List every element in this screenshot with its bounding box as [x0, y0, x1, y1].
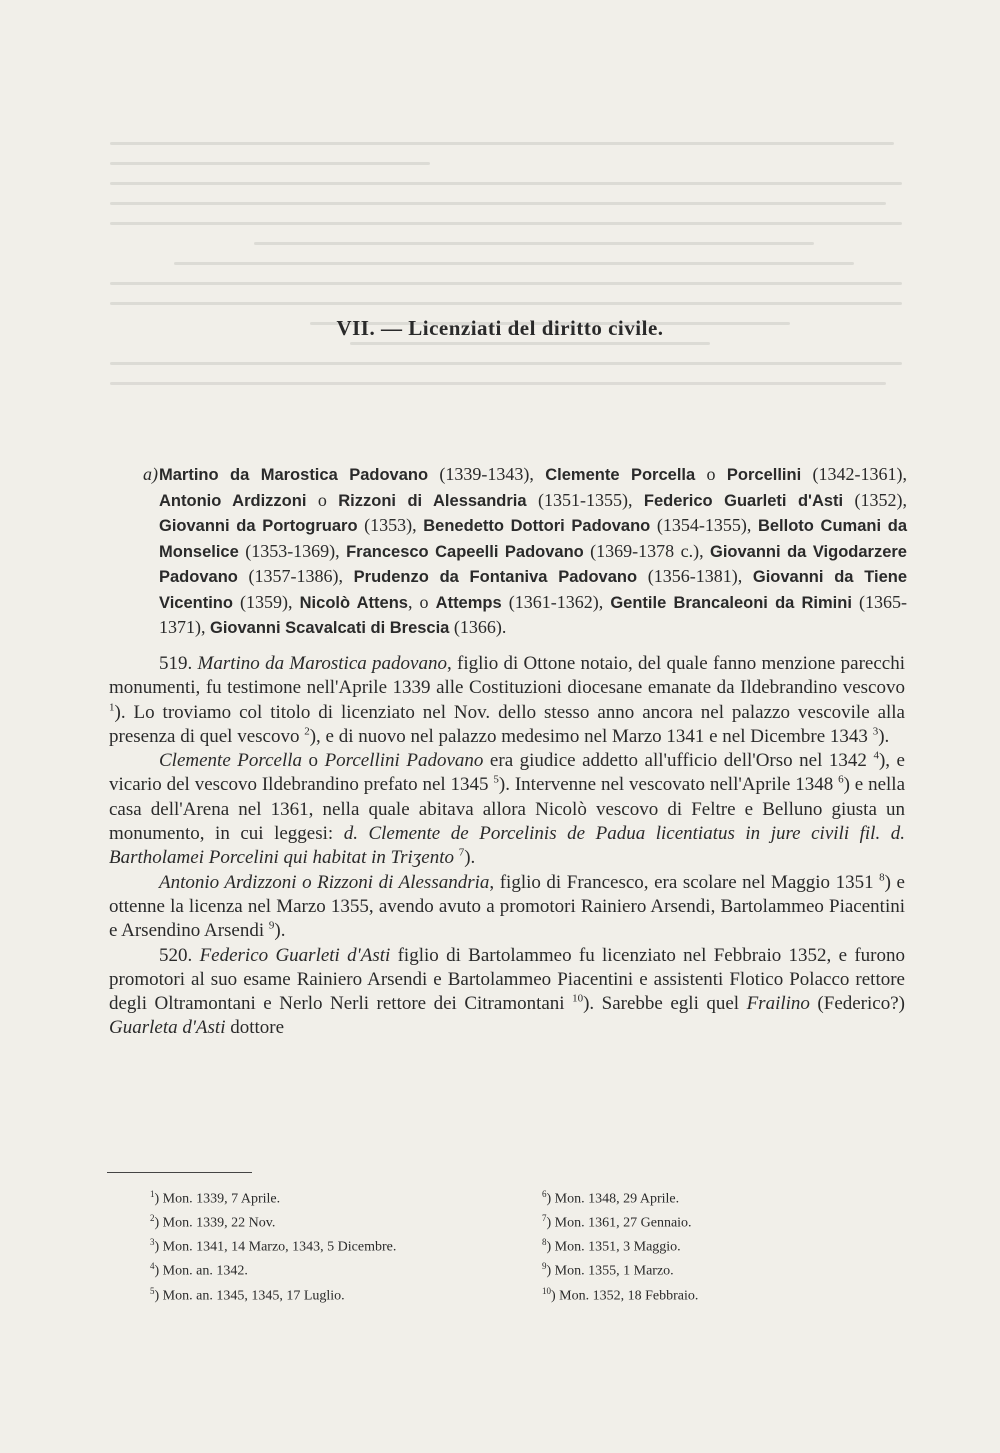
person-name: Francesco Capeelli Padovano	[346, 542, 584, 561]
summary-text-run: (1352),	[843, 489, 908, 510]
person-name: Nicolò Attens	[299, 593, 408, 612]
footnote: $^3$) Mon. 1341, 14 Marzo, 1343, 5 Dicembre.	[150, 1237, 397, 1255]
person-name: Martino da Marostica Padovano	[159, 466, 429, 484]
summary-text-run: , o	[407, 591, 436, 612]
summary-text-run: o	[695, 464, 727, 484]
footnote-text: Mon. 1355, 1 Marzo.	[554, 1264, 674, 1280]
footnote: $^2$) Mon. 1339, 22 Nov.	[150, 1213, 276, 1231]
footnote-number: 7	[542, 1213, 547, 1224]
text-run: era giudice addetto all'ufficio dell'Orso nel 1342	[483, 750, 874, 772]
footnote-text: Mon. 1339, 7 Aprile.	[162, 1191, 281, 1207]
footnote-text: Mon. 1351, 3 Maggio.	[554, 1239, 681, 1255]
person-name: Porcellini	[726, 466, 802, 484]
footnotes-right-column	[542, 1185, 698, 1306]
summary-lead: a)	[143, 464, 158, 484]
footnote-text: Mon. an. 1342.	[162, 1264, 248, 1280]
paragraph	[109, 749, 905, 870]
summary-text-run: o	[306, 489, 339, 510]
person-name: Clemente Porcella	[545, 466, 696, 484]
italic-run: Frailino	[746, 993, 810, 1015]
text-run: ). Sarebbe egli quel	[583, 993, 747, 1015]
summary-text-run: (1361-1362),	[501, 591, 611, 612]
footnote-number: 2	[150, 1213, 155, 1224]
paragraph	[109, 871, 905, 944]
italic-run: Federico Guarleti d'Asti	[199, 944, 391, 966]
footnote-ref: 5	[493, 774, 499, 787]
footnote-number: 9	[542, 1261, 547, 1272]
person-name: Giovanni da Vigodarzere Padovano	[159, 542, 907, 586]
footnote-ref: 6	[838, 774, 844, 787]
summary-text-run: (1366).	[449, 617, 507, 637]
italic-run: d. Clemente de Porcelinis de Padua licentiatus in jure civili fil. d. Bartholamei Porcelini qui habitat in Triʒento	[109, 823, 905, 869]
summary-text-run: (1353-1369),	[238, 540, 347, 561]
summary-text-run: (1365-1371),	[159, 591, 907, 637]
text-run: , figlio di Ottone notaio, del quale fanno menzione parecchi monumenti, fu testimone nell'Aprile 1339 alle Costituzioni diocesane emanate da Ildebrandino vescovo	[109, 653, 905, 699]
footnote: $^{10}$) Mon. 1352, 18 Febbraio.	[542, 1285, 699, 1304]
text-run: ). Intervenne nel vescovato nell'Aprile 1348	[498, 774, 839, 796]
text-run: o	[302, 750, 325, 772]
footnote-number: 1	[150, 1189, 155, 1199]
section-title: VII. — Licenziati del diritto civile.	[336, 316, 664, 340]
italic-run: Antonio Ardizzoni o Rizzoni di Alessandria	[159, 871, 490, 893]
paragraph	[109, 944, 905, 1041]
text-run: ), e di nuovo nel palazzo medesimo nel Marzo 1341 e nel Dicembre 1343	[309, 725, 873, 747]
text-run: 520.	[159, 944, 200, 966]
summary-text-run: (1354-1355),	[650, 515, 758, 535]
body-text	[109, 652, 905, 1041]
person-name: Federico Guarleti d'Asti	[643, 491, 844, 510]
paragraph	[109, 652, 905, 749]
footnote-ref: 7	[458, 847, 465, 860]
summary-text-run: (1342-1361),	[801, 464, 908, 484]
summary-text-run: (1356-1381),	[637, 566, 753, 586]
footnote: $^5$) Mon. an. 1345, 1345, 17 Luglio.	[150, 1285, 345, 1304]
footnote-number: 10	[542, 1285, 551, 1296]
footnotes-left-column	[150, 1185, 396, 1306]
summary-text-run: (1359),	[232, 591, 300, 612]
text-run: ).	[274, 920, 286, 942]
footnote-text: Mon. 1348, 29 Aprile.	[554, 1191, 680, 1207]
footnote: $^7$) Mon. 1361, 27 Gennaio.	[542, 1213, 692, 1231]
summary-list	[107, 462, 907, 641]
footnote-number: 3	[150, 1237, 155, 1248]
footnote: $^9$) Mon. 1355, 1 Marzo.	[542, 1261, 674, 1280]
person-name: Giovanni da Tiene Vicentino	[159, 568, 907, 612]
text-run: ). Lo troviamo col titolo di licenziato nel Nov. dello stesso anno ancora nel palazzo vescovile alla presenza di quel vescovo	[109, 701, 905, 747]
footnote-ref: 4	[873, 749, 879, 762]
person-name: Giovanni Scavalcati di Brescia	[210, 619, 450, 637]
footnote-ref: 1	[109, 701, 115, 714]
footnote-text: Mon. 1352, 18 Febbraio.	[559, 1288, 699, 1304]
person-name: Gentile Brancaleoni da Rimini	[610, 593, 852, 612]
person-name: Attemps	[435, 593, 502, 612]
person-name: Belloto Cumani da Monselice	[159, 517, 907, 561]
person-name: Rizzoni di Alessandria	[338, 491, 527, 510]
footnote-number: 5	[150, 1285, 155, 1296]
footnote-ref: 8	[879, 871, 885, 884]
footnote-text: Mon. 1339, 22 Nov.	[162, 1215, 276, 1231]
italic-run: Guarleta d'Asti	[109, 1017, 226, 1039]
bleed-through-text	[110, 125, 910, 455]
italic-run: Martino da Marostica padovano	[197, 653, 447, 674]
italic-run: Clemente Porcella	[159, 750, 302, 772]
summary-text	[159, 462, 907, 641]
footnote-ref: 10	[572, 992, 584, 1005]
summary-text-run: (1353),	[357, 515, 424, 535]
footnote-number: 6	[542, 1189, 547, 1199]
footnote-text: Mon. 1361, 27 Gennaio.	[554, 1215, 692, 1231]
person-name: Prudenzo da Fontaniva Padovano	[353, 568, 638, 586]
text-run: figlio di Bartolammeo fu licenziato nel Febbraio 1352, e furono promotori al suo esame Rainiero Arsendi e Bartolammeo Piacentini e assistenti Flotico Polacco rettore degli Oltramontani e Nerlo Nerli rettore dei Citramontani	[109, 944, 906, 1015]
footnote-rule	[107, 1172, 252, 1173]
summary-text-run: (1339-1343),	[428, 464, 546, 484]
footnote-number: 4	[150, 1261, 155, 1272]
person-name: Benedetto Dottori Padovano	[423, 517, 651, 535]
text-run: dottore	[225, 1017, 285, 1039]
summary-text-run: (1351-1355),	[526, 489, 644, 510]
text-run: ).	[464, 847, 476, 869]
footnote: $^4$) Mon. an. 1342.	[150, 1261, 248, 1280]
summary-text-run: (1357-1386),	[237, 566, 354, 586]
text-run: ) e ottenne la licenza nel Marzo 1355, avendo avuto a promotori Rainiero Arsendi, Bartolammeo Piacentini e Arsendino Arsendi	[109, 871, 905, 942]
footnote-ref: 9	[268, 919, 275, 932]
italic-run: Porcellini Padovano	[324, 750, 484, 772]
text-run: , figlio di Francesco, era scolare nel Maggio 1351	[489, 871, 880, 893]
person-name: Giovanni da Portogruaro	[159, 517, 358, 535]
text-run: 519.	[159, 653, 198, 674]
footnote-text: Mon. 1341, 14 Marzo, 1343, 5 Dicembre.	[162, 1239, 397, 1255]
text-run: ).	[878, 725, 890, 747]
footnote-number: 8	[542, 1237, 547, 1248]
footnote-ref: 2	[304, 725, 310, 738]
text-run: (Federico?)	[809, 993, 905, 1015]
footnote: $^6$) Mon. 1348, 29 Aprile.	[542, 1189, 680, 1207]
summary-text-run: (1369-1378 c.),	[583, 540, 710, 561]
footnote-ref: 3	[872, 725, 879, 738]
text-run: ) e nella casa dell'Arena nel 1361, nella quale abitava allora Nicolò vescovo di Feltre e Belluno giusta un monumento, in cui leggesi:	[109, 774, 906, 845]
footnote: $^8$) Mon. 1351, 3 Maggio.	[542, 1237, 681, 1255]
footnote-text: Mon. an. 1345, 1345, 17 Luglio.	[162, 1288, 345, 1304]
text-run: ), e vicario del vescovo Ildebrandino prefato nel 1345	[109, 750, 905, 796]
footnote: $^1$) Mon. 1339, 7 Aprile.	[150, 1189, 281, 1207]
person-name: Antonio Ardizzoni	[159, 491, 307, 510]
